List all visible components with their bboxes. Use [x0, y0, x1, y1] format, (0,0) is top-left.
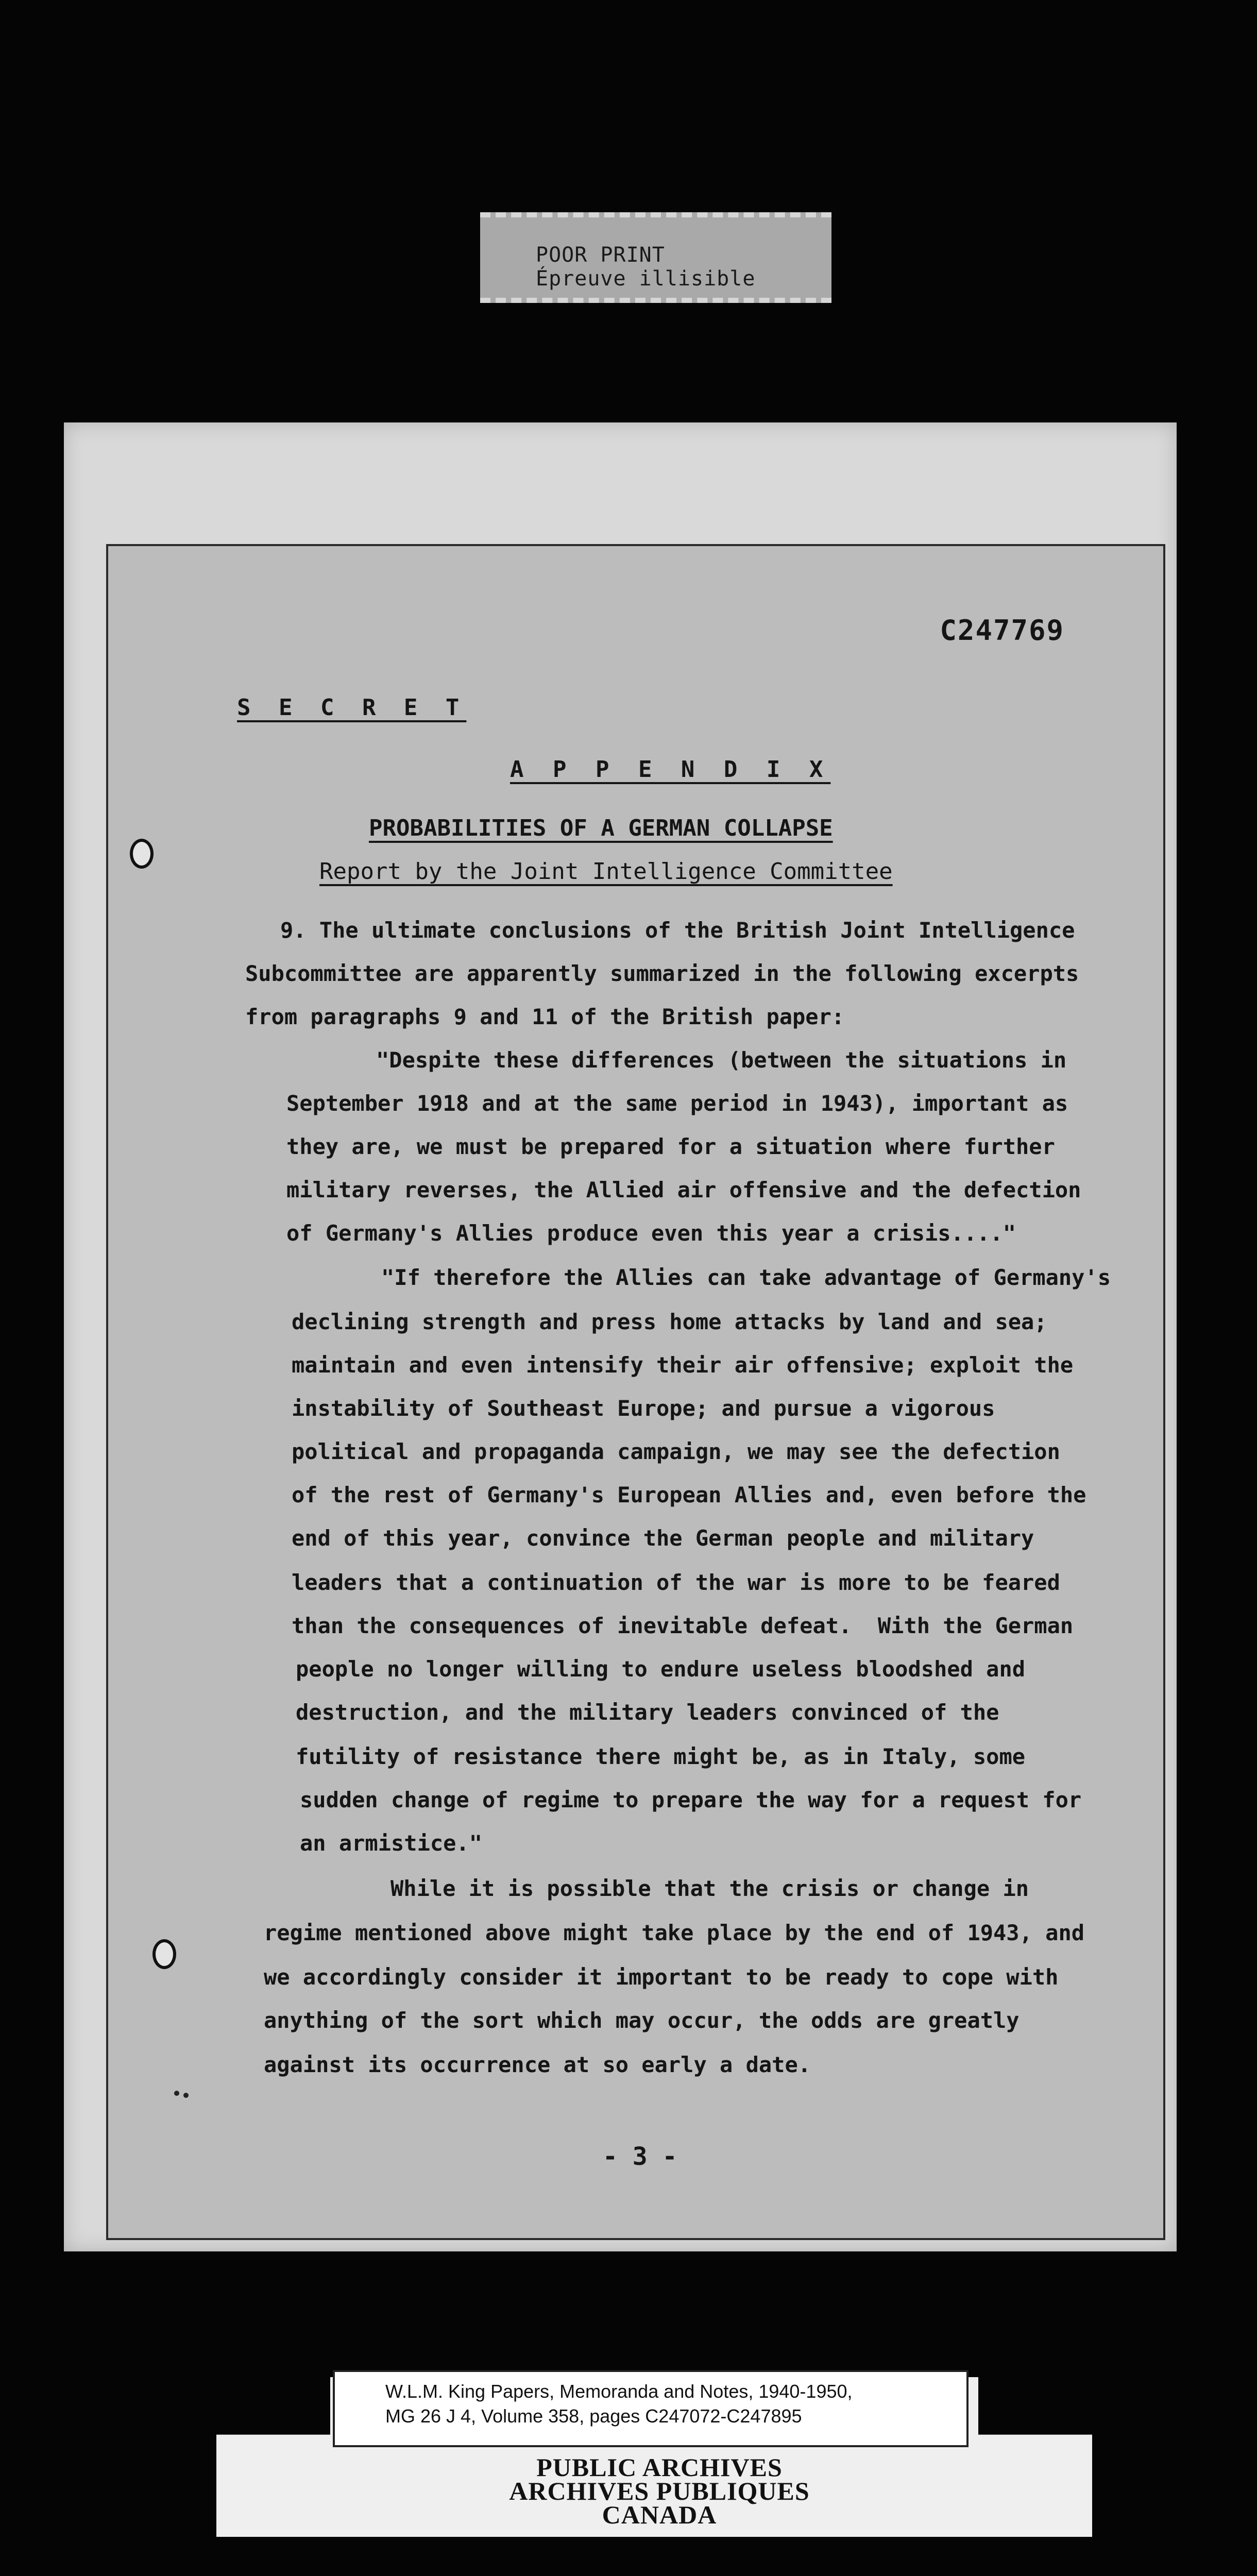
- body-line: leaders that a continuation of the war is more to be feared: [292, 1570, 1060, 1595]
- body-line: an armistice.": [300, 1831, 483, 1856]
- body-line: maintain and even intensify their air offensive; exploit the: [292, 1352, 1074, 1378]
- body-line: sudden change of regime to prepare the way for a request for: [300, 1787, 1082, 1812]
- body-line: of the rest of Germany's European Allies and, even before the: [292, 1482, 1086, 1507]
- poor-print-line-1: POOR PRINT: [536, 243, 665, 267]
- body-line: instability of Southeast Europe; and pursue a vigorous: [292, 1396, 995, 1421]
- punch-hole: [152, 1939, 176, 1969]
- body-line: futility of resistance there might be, as in Italy, some: [296, 1744, 1026, 1769]
- body-line: we accordingly consider it important to be ready to cope with: [264, 1964, 1059, 1990]
- body-line: people no longer willing to endure useless bloodshed and: [296, 1656, 1026, 1682]
- body-line: anything of the sort which may occur, the odds are greatly: [264, 2008, 1020, 2033]
- archive-stamp-line-1: PUBLIC ARCHIVES: [536, 2453, 783, 2482]
- poor-print-line-2: Épreuve illisible: [536, 267, 756, 291]
- citation-line-2: MG 26 J 4, Volume 358, pages C247072-C247895: [385, 2405, 802, 2427]
- document-title: PROBABILITIES OF A GERMAN COLLAPSE: [369, 815, 833, 841]
- citation-line-1: W.L.M. King Papers, Memoranda and Notes, 1940-1950,: [385, 2381, 853, 2402]
- archive-stamp-line-3: CANADA: [602, 2500, 717, 2529]
- document-page: [106, 544, 1165, 2240]
- body-line: than the consequences of inevitable defeat. With the German: [292, 1613, 1074, 1638]
- body-line: from paragraphs 9 and 11 of the British paper:: [245, 1004, 845, 1029]
- archive-citation: [333, 2370, 969, 2447]
- body-line: military reverses, the Allied air offensive and the defection: [286, 1177, 1081, 1202]
- body-line: September 1918 and at the same period in 1943), important as: [286, 1091, 1068, 1116]
- body-line: "If therefore the Allies can take advantage of Germany's: [381, 1265, 1111, 1290]
- body-line: of Germany's Allies produce even this year a crisis....": [286, 1221, 1016, 1246]
- body-line: political and propaganda campaign, we may see the defection: [292, 1439, 1060, 1464]
- stray-mark: [183, 2093, 189, 2098]
- body-line: against its occurrence at so early a date.: [264, 2052, 811, 2077]
- body-line: regime mentioned above might take place by the end of 1943, and: [264, 1920, 1085, 1945]
- punch-hole: [130, 839, 154, 869]
- body-line: destruction, and the military leaders convinced of the: [296, 1700, 999, 1725]
- body-line: 9. The ultimate conclusions of the British Joint Intelligence: [280, 918, 1075, 943]
- document-subtitle: Report by the Joint Intelligence Committee: [319, 858, 893, 885]
- body-line: end of this year, convince the German people and military: [292, 1526, 1034, 1551]
- poor-print-label: [480, 212, 831, 303]
- page-number: - 3 -: [603, 2142, 677, 2171]
- archive-stamp: [448, 2455, 871, 2527]
- body-line: they are, we must be prepared for a situation where further: [286, 1134, 1055, 1159]
- body-line: "Despite these differences (between the situations in: [376, 1047, 1067, 1073]
- document-number: C247769: [940, 614, 1064, 647]
- body-line: Subcommittee are apparently summarized in the following excerpts: [245, 961, 1079, 986]
- body-line: declining strength and press home attacks by land and sea;: [292, 1309, 1047, 1334]
- archive-stamp-line-2: ARCHIVES PUBLIQUES: [509, 2477, 810, 2505]
- appendix-heading: A P P E N D I X: [510, 756, 831, 783]
- body-line: While it is possible that the crisis or change in: [390, 1876, 1029, 1901]
- stray-mark: [174, 2091, 179, 2096]
- classification-marking: S E C R E T: [237, 694, 467, 721]
